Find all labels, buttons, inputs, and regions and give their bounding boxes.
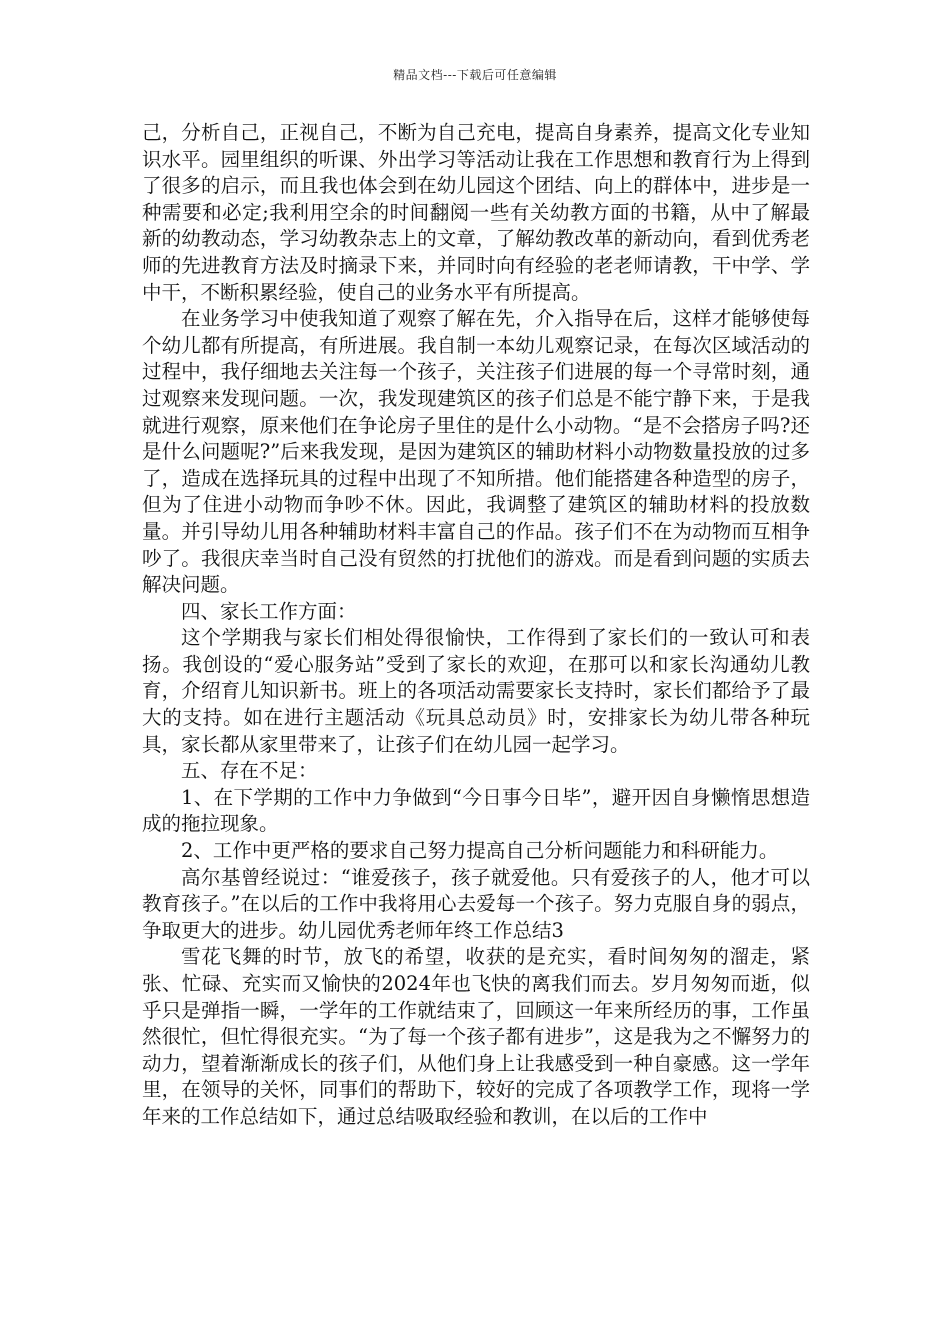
paragraph-gorky-quote: 高尔基曾经说过：“谁爱孩子，孩子就爱他。只有爱孩子的人，他才可以教育孩子。”在以后的工作中我将用心去爱每一个孩子。努力克服自身的弱点，争取更大的进步。幼儿园优秀老师年终工作总结3 (142, 865, 810, 942)
section-heading-parents: 四、家长工作方面： (181, 599, 357, 623)
shortcoming-item-2: 2、工作中更严格的要求自己努力提高自己分析问题能力和科研能力。 (181, 839, 779, 863)
paragraph-parents-work: 这个学期我与家长们相处得很愉快，工作得到了家长们的一致认可和表扬。我创设的“爱心服务站”受到了家长的欢迎，在那可以和家长沟通幼儿教育，介绍育儿知识新书。班上的各项活动需要家长支持时，家长们都给予了最大的支持。如在进行主题活动《玩具总动员》时，安排家长为幼儿带各种玩具，家长都从家里带来了，让孩子们在幼儿园一起学习。 (142, 626, 810, 756)
shortcoming-item-1: 1、在下学期的工作中力争做到“今日事今日毕”，避开因自身懒惰思想造成的拖拉现象。 (142, 785, 810, 836)
paragraph-2: 在业务学习中使我知道了观察了解在先，介入指导在后，这样才能够使每个幼儿都有所提高，有所进展。我自制一本幼儿观察记录，在每次区域活动的过程中，我仔细地去关注每一个孩子，关注孩子们进展的每一个寻常时刻，通过观察来发现问题。一次，我发现建筑区的孩子们总是不能宁静下来，于是我就进行观察，原来他们在争论房子里住的是什么小动物。“是不会搭房子吗?还是什么问题呢?”后来我发现，是因为建筑区的辅助材料小动物数量投放的过多了，造成在选择玩具的过程中出现了不知所措。他们能搭建各种造型的房子，但为了住进小动物而争吵不休。因此，我调整了建筑区的辅助材料的投放数量。并引导幼儿用各种辅助材料丰富自己的作品。孩子们不在为动物而互相争吵了。我很庆幸当时自己没有贸然的打扰他们的游戏。而是看到问题的实质去解决问题。 (142, 307, 810, 597)
paragraph-1: 己，分析自己，正视自己，不断为自己充电，提高自身素养，提高文化专业知识水平。园里组织的听课、外出学习等活动让我在工作思想和教育行为上得到了很多的启示，而且我也体会到在幼儿园这个团结、向上的群体中，进步是一种需要和必定;我利用空余的时间翻阅一些有关幼教方面的书籍，从中了解最新的幼教动态，学习幼教杂志上的文章，了解幼教改革的新动向，看到优秀老师的先进教育方法及时摘录下来，并同时向有经验的老老师请教，干中学、学中干，不断积累经验，使自己的业务水平有所提高。 (142, 121, 810, 304)
paragraph-summary-3: 雪花飞舞的时节，放飞的希望，收获的是充实，看时间匆匆的溜走，紧张、忙碌、充实而又愉快的2024年也飞快的离我们而去。岁月匆匆而逝，似乎只是弹指一瞬，一学年的工作就结束了，回顾这一年来所经历的事，工作虽然很忙，但忙得很充实。“为了每一个孩子都有进步”，这是我为之不懈努力的动力，望着渐渐成长的孩子们，从他们身上让我感受到一种自豪感。这一学年里，在领导的关怀，同事们的帮助下，较好的完成了各项教学工作，现将一学年来的工作总结如下，通过总结吸取经验和教训，在以后的工作中 (142, 945, 810, 1128)
document-body (142, 120, 810, 1131)
section-heading-shortcomings: 五、存在不足： (181, 759, 318, 783)
page-header: 精品文档---下载后可任意编辑 (393, 68, 557, 82)
